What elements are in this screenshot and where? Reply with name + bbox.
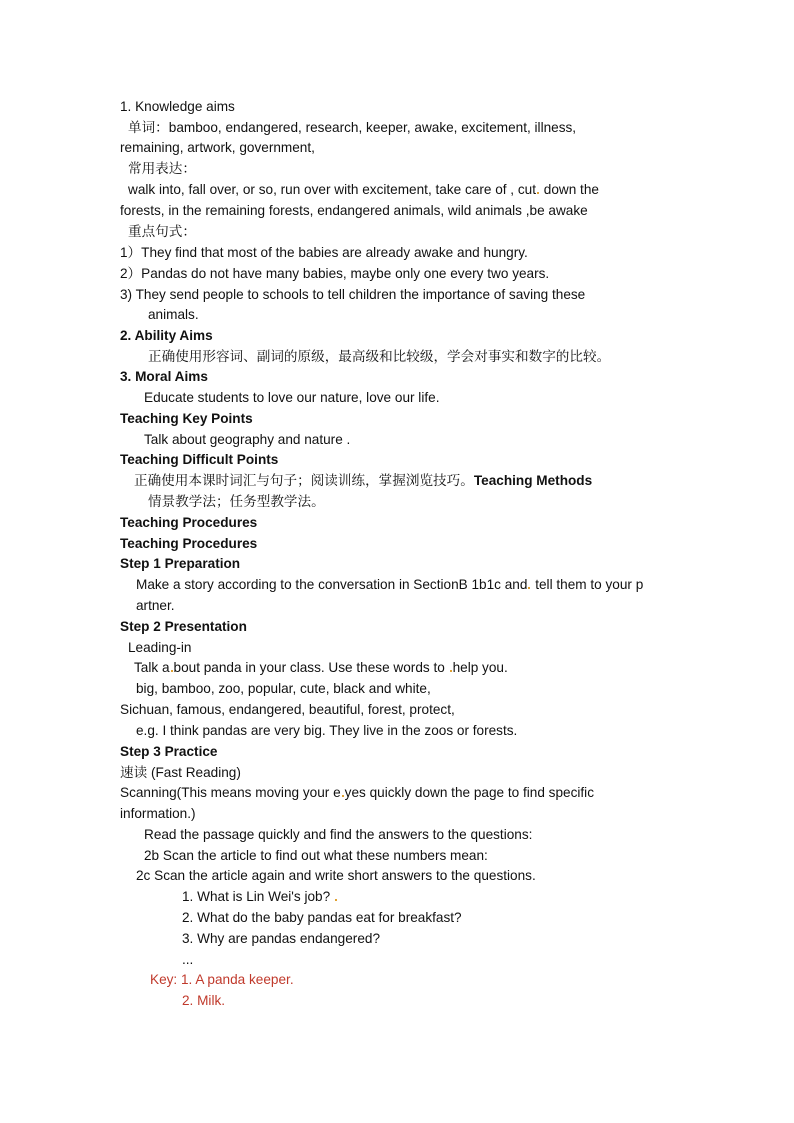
scanning-definition-continued: information.) xyxy=(120,806,196,821)
key-sentence-3: 3) They send people to schools to tell children the importance of saving these xyxy=(120,287,586,302)
fast-reading-label: 速读 (Fast Reading) xyxy=(120,765,241,780)
expressions-line-part-2: down the xyxy=(543,182,599,197)
section-moral-aims-heading: 3. Moral Aims xyxy=(120,369,208,384)
stray-mark xyxy=(342,795,344,797)
step-1-text-continued: artner. xyxy=(136,598,175,613)
question-1-text: 1. What is Lin Wei's job? xyxy=(182,889,331,904)
step-1-heading: Step 1 Preparation xyxy=(120,556,241,571)
teaching-procedures-heading-repeat: Teaching Procedures xyxy=(120,536,258,551)
ellipsis: ... xyxy=(182,952,194,967)
stray-mark xyxy=(450,670,452,672)
difficult-points-line xyxy=(134,471,592,491)
answer-key-2: 2. Milk. xyxy=(182,993,226,1008)
step-2-instruction-part-2: bout panda in your class. Use these words to xyxy=(173,660,445,675)
expressions-label: 常用表达： xyxy=(128,161,196,176)
question-1 xyxy=(182,887,338,907)
scanning-definition xyxy=(120,783,594,803)
question-2: 2. What do the baby pandas eat for breakfast? xyxy=(182,910,462,925)
word-list-line-2: Sichuan, famous, endangered, beautiful, forest, protect, xyxy=(120,702,455,717)
teaching-key-points-heading: Teaching Key Points xyxy=(120,411,253,426)
teaching-key-points-text: Talk about geography and nature . xyxy=(144,432,351,447)
key-sentence-3-continued: animals. xyxy=(148,307,199,322)
expressions-line xyxy=(128,180,599,200)
teaching-procedures-heading: Teaching Procedures xyxy=(120,515,258,530)
expressions-line-part-1: walk into, fall over, or so, run over with excitement, take care of , cut xyxy=(128,182,536,197)
step-1-text-part-2: tell them to your p xyxy=(535,577,644,592)
step-2-instruction-part-1: Talk a xyxy=(134,660,170,675)
scanning-definition-part-2: yes quickly down the page to find specific xyxy=(344,785,595,800)
vocabulary-line: 单词：bamboo, endangered, research, keeper, awake, excitement, illness, xyxy=(128,120,577,135)
leading-in-label: Leading-in xyxy=(128,640,192,655)
moral-aims-text: Educate students to love our nature, love our life. xyxy=(144,390,440,405)
section-ability-aims-heading: 2. Ability Aims xyxy=(120,328,213,343)
step-2-heading: Step 2 Presentation xyxy=(120,619,247,634)
key-sentence-1: 1）They find that most of the babies are already awake and hungry. xyxy=(120,245,528,260)
step-3-heading: Step 3 Practice xyxy=(120,744,218,759)
stray-mark xyxy=(335,899,337,901)
teaching-difficult-points-heading: Teaching Difficult Points xyxy=(120,452,279,467)
answer-key-1: Key: 1. A panda keeper. xyxy=(150,972,294,987)
teaching-methods-text: 情景教学法；任务型教学法。 xyxy=(148,494,325,509)
stray-mark xyxy=(528,587,530,589)
step-2-instruction xyxy=(134,658,508,678)
difficult-points-text: 正确使用本课时词汇与句子；阅读训练，掌握浏览技巧。 xyxy=(134,473,474,488)
step-1-text xyxy=(136,575,643,595)
question-3: 3. Why are pandas endangered? xyxy=(182,931,381,946)
reading-instruction: Read the passage quickly and find the answers to the questions: xyxy=(144,827,533,842)
task-2b: 2b Scan the article to find out what these numbers mean: xyxy=(144,848,488,863)
key-sentences-label: 重点句式： xyxy=(128,224,196,239)
task-2c: 2c Scan the article again and write short answers to the questions. xyxy=(136,868,536,883)
expressions-line-continued: forests, in the remaining forests, endangered animals, wild animals ,be awake xyxy=(120,203,588,218)
step-2-instruction-part-3: help you. xyxy=(452,660,508,675)
step-1-text-part-1: Make a story according to the conversation in SectionB 1b1c and xyxy=(136,577,528,592)
ability-aims-text: 正确使用形容词、副词的原级，最高级和比较级，学会对事实和数字的比较。 xyxy=(148,349,611,364)
word-list-line-1: big, bamboo, zoo, popular, cute, black and white, xyxy=(136,681,431,696)
stray-mark xyxy=(171,670,173,672)
section-knowledge-aims-heading: 1. Knowledge aims xyxy=(120,99,235,114)
scanning-definition-part-1: Scanning(This means moving your e xyxy=(120,785,341,800)
example-sentence: e.g. I think pandas are very big. They live in the zoos or forests. xyxy=(136,723,518,738)
teaching-methods-heading: Teaching Methods xyxy=(473,473,593,488)
stray-mark xyxy=(537,192,539,194)
key-sentence-2: 2）Pandas do not have many babies, maybe only one every two years. xyxy=(120,266,550,281)
vocabulary-line-continued: remaining, artwork, government, xyxy=(120,140,315,155)
